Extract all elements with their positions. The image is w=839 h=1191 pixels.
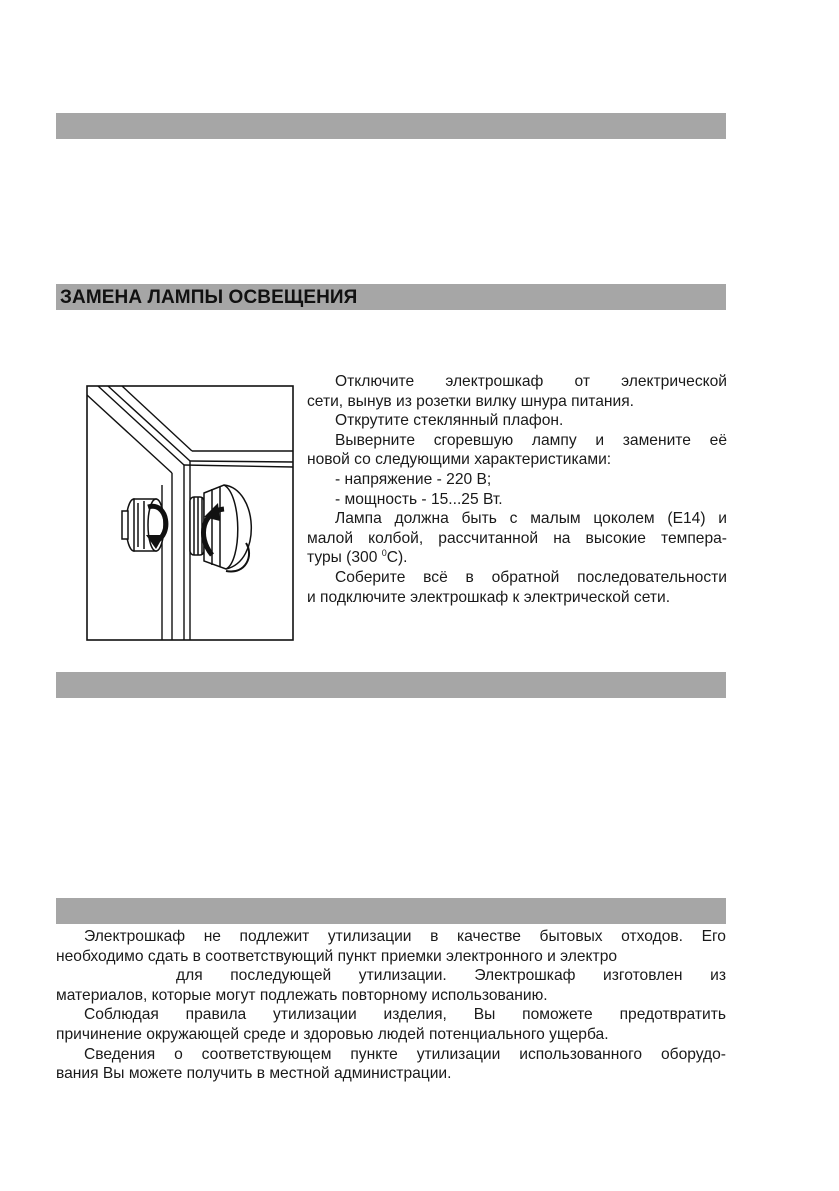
degree-mark: 0	[381, 548, 387, 559]
lamp-replacement-diagram-icon	[86, 385, 294, 641]
lamp-p2: Открутите стеклянный плафон.	[335, 412, 564, 430]
lamp-temp-post: С).	[386, 549, 408, 567]
disposal-line4: материалов, которые могут подлежать повторному использованию.	[56, 986, 548, 1004]
lamp-temp-pre: туры (300	[307, 549, 382, 567]
lamp-voltage: - напряжение - 220 В;	[335, 470, 492, 488]
disposal-line7: Сведения о соответствующем пункте утилизации использованного оборудо-	[84, 1045, 726, 1063]
disposal-line2: необходимо сдать в соответствующий пункт приемки электронного и электро	[56, 947, 618, 965]
lamp-p3-line2: новой со следующими характеристиками:	[307, 451, 612, 469]
lamp-p5-line1: Соберите всё в обратной последовательности	[335, 568, 727, 586]
lamp-p1-line2: сети, вынув из розетки вилку шнура питания.	[307, 392, 635, 410]
lamp-instructions	[307, 372, 727, 607]
disposal-text	[56, 927, 726, 1084]
lamp-p1-line1: Отключите электрошкаф от электрической	[335, 373, 727, 390]
lamp-p4-line1: Лампа должна быть с малым цоколем (Е14) и	[335, 510, 727, 528]
lamp-p4-line3	[307, 548, 727, 568]
disposal-line8: вания Вы можете получить в местной администрации.	[56, 1065, 452, 1083]
disposal-line3: для последующей утилизации. Электрошкаф изготовлен из	[176, 967, 726, 985]
disposal-line6: причинение окружающей среде и здоровью людей потенциального ущерба.	[56, 1025, 609, 1043]
section-bar-disposal	[56, 898, 726, 924]
lamp-p3-line1: Выверните сгоревшую лампу и замените её	[335, 431, 727, 449]
disposal-line1: Электрошкаф не подлежит утилизации в качестве бытовых отходов. Его	[84, 928, 726, 945]
lamp-power: - мощность - 15...25 Вт.	[335, 490, 503, 508]
section-bar-third	[56, 672, 726, 698]
section-bar-top	[56, 113, 726, 139]
lamp-p5-line2: и подключите электрошкаф к электрической сети.	[307, 588, 671, 606]
section-bar-lamp	[56, 284, 726, 310]
lamp-p4-line2: малой колбой, рассчитанной на высокие темпера-	[307, 529, 727, 547]
disposal-line5: Соблюдая правила утилизации изделия, Вы поможете предотвратить	[84, 1006, 726, 1024]
section-title-lamp: ЗАМЕНА ЛАМПЫ ОСВЕЩЕНИЯ	[60, 287, 358, 308]
